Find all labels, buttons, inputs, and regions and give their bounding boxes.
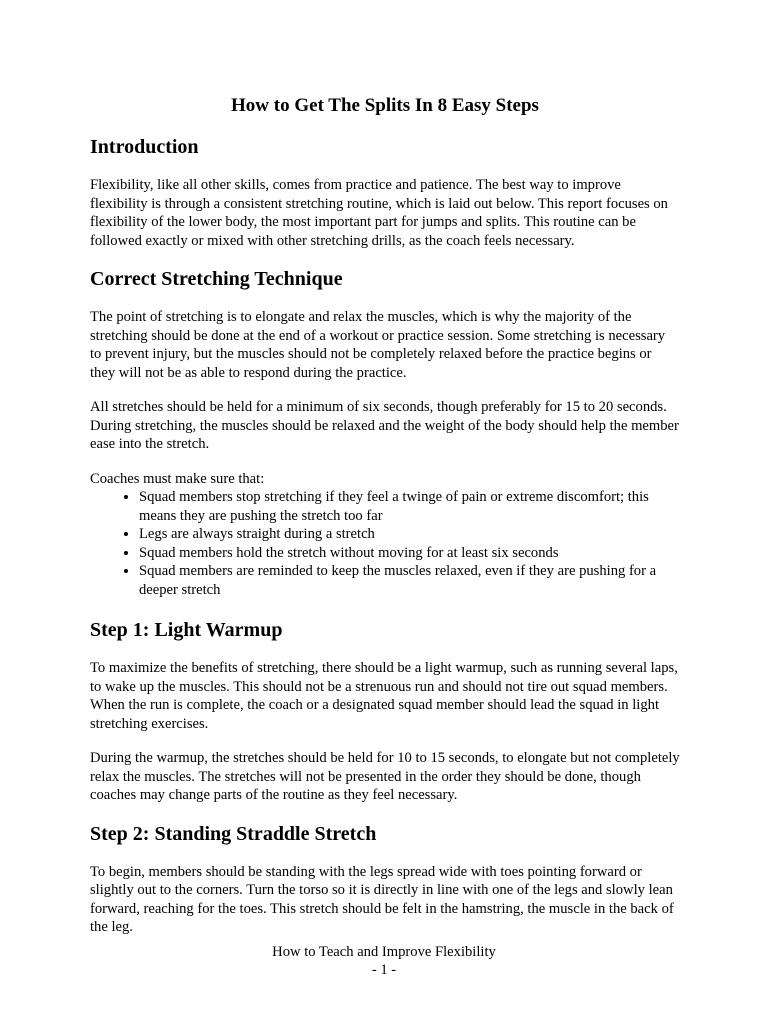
- list-item: • Squad members are reminded to keep the muscles relaxed, even if they are pushing for a deeper stretch: [139, 562, 680, 599]
- section-step-2-standing-straddle-stretch: [90, 821, 680, 937]
- paragraph: During the warmup, the stretches should be held for 10 to 15 seconds, to elongate but not completely relax the muscles. The stretches will not be presented in the order they should be done, though coaches may change parts of the routine as they feel necessary.: [90, 750, 680, 803]
- paragraph: All stretches should be held for a minimum of six seconds, though preferably for 15 to 20 seconds. During stretching, the muscles should be relaxed and the weight of the body should help the member ease into the stretch.: [90, 399, 679, 452]
- document-title: How to Get The Splits In 8 Easy Steps: [231, 95, 539, 116]
- list-item: • Squad members hold the stretch without moving for at least six seconds: [139, 544, 680, 563]
- section-correct-stretching-technique: [90, 266, 680, 599]
- section-introduction: [90, 134, 680, 250]
- paragraph: To begin, members should be standing with the legs spread wide with toes pointing forward or slightly out to the corners. Turn the torso so it is directly in line with one of the legs and slowly lean forward, reaching for the toes. This stretch should be felt in the hamstring, the muscle in the back of the leg.: [90, 863, 674, 935]
- footer-title: How to Teach and Improve Flexibility: [272, 944, 496, 960]
- list-item: • Squad members stop stretching if they feel a twinge of pain or extreme discomfort; this means they are pushing the stretch too far: [139, 488, 680, 525]
- bullet-list: [90, 488, 680, 599]
- paragraph: Flexibility, like all other skills, comes from practice and patience. The best way to improve flexibility is through a consistent stretching routine, which is laid out below. This report focuses on flexibility of the lower body, the most important part for jumps and splits. This routine can be followed exactly or mixed with other stretching drills, as the coach feels necessary.: [90, 177, 668, 249]
- page-footer: [0, 943, 768, 979]
- section-heading: Step 1: Light Warmup: [90, 619, 283, 641]
- paragraph: Coaches must make sure that:: [90, 470, 265, 487]
- list-item: • Legs are always straight during a stretch: [139, 525, 680, 544]
- section-heading: Correct Stretching Technique: [90, 268, 343, 290]
- section-step-1-light-warmup: [90, 617, 680, 805]
- paragraph: To maximize the benefits of stretching, there should be a light warmup, such as running several laps, to wake up the muscles. This should not be a strenuous run and should not tire out squad members. When the run is complete, the coach or a designated squad member should lead the squad in light stretching exercises.: [90, 660, 678, 732]
- section-heading: Step 2: Standing Straddle Stretch: [90, 822, 377, 845]
- page-number: - 1 -: [371, 962, 397, 978]
- paragraph: The point of stretching is to elongate and relax the muscles, which is why the majority of the stretching should be done at the end of a workout or practice session. Some stretching is necessary to prevent injury, but the muscles should not be completely relaxed before the practice begins or they will not be as able to respond during the practice.: [90, 309, 666, 381]
- section-heading: Introduction: [90, 136, 199, 158]
